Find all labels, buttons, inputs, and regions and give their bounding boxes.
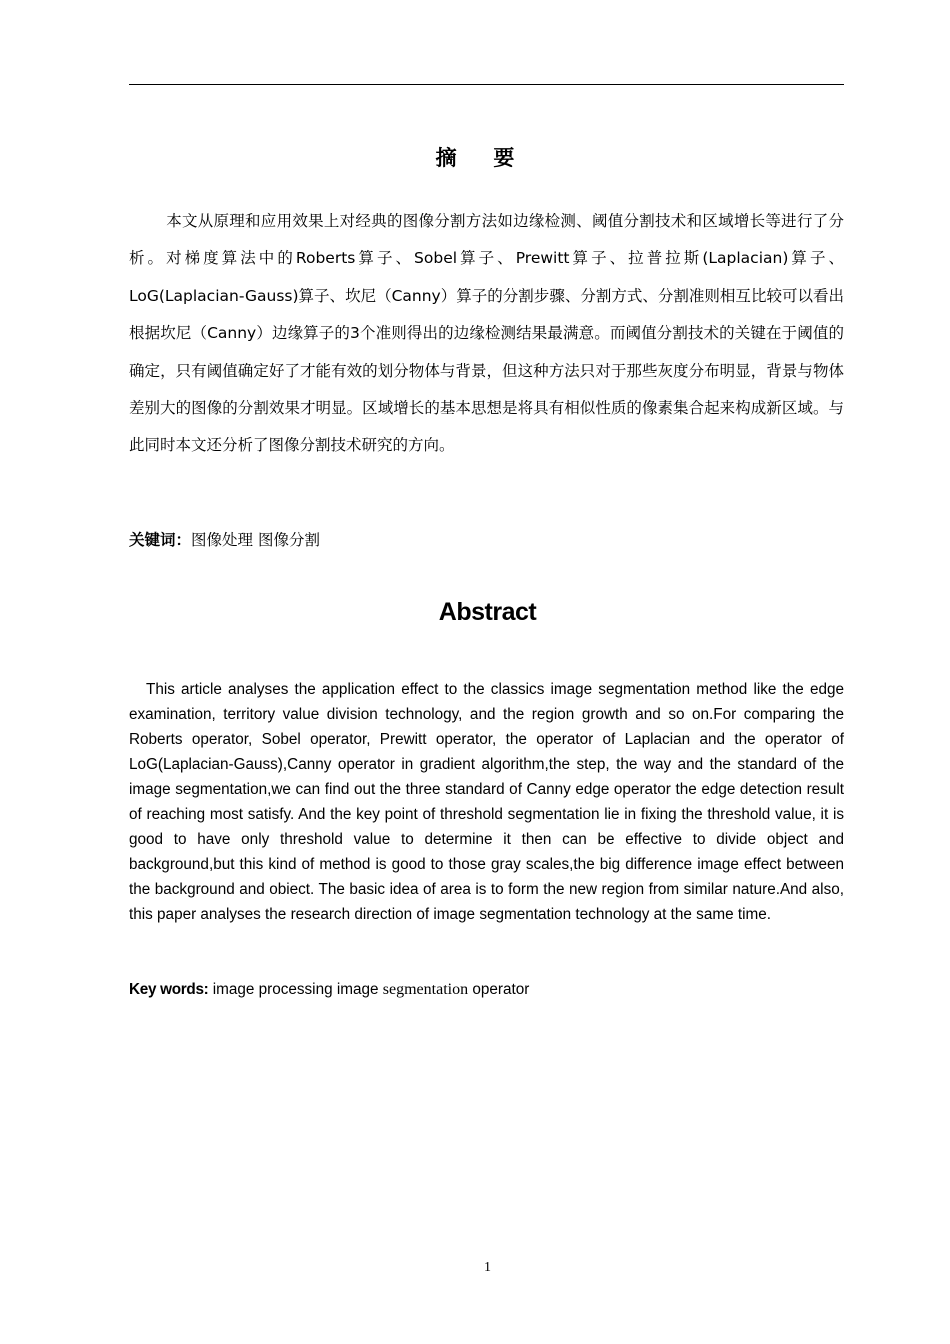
english-keywords-value-2: segmentation: [382, 981, 469, 998]
english-keywords: [129, 977, 844, 1002]
chinese-abstract-title: 摘 要: [435, 146, 530, 170]
english-keywords-value-1: image processing image: [208, 981, 383, 998]
english-abstract-body: This article analyses the application effect to the classics image segmentation method like the edge examination, territory value division technology, and the region growth and so on.For comparing the Roberts operator, Sobel operator, Prewitt operator, the operator of Laplacian and the operator of LoG(Laplacian-Gauss),Canny operator in gradient algorithm,the step, the way and the standard of the image segmentation,we can find out the three standard of Canny edge operator the edge detection result of reaching most satisfy. And the key point of threshold segmentation lie in fixing the threshold value, it is good to have only threshold value to determine it then can be effective to divide object and background,but this kind of method is good to those gray scales,the big difference image effect between the background and obiect. The basic idea of area is to form the new region from similar nature.And also, this paper analyses the research direction of image segmentation technology at the same time.: [129, 681, 844, 923]
chinese-abstract-body: 本文从原理和应用效果上对经典的图像分割方法如边缘检测、阈值分割技术和区域增长等进行了分析。对梯度算法中的Roberts算子、Sobel算子、Prewitt算子、拉普拉斯(Laplacian)算子、LoG(Laplacian-Gauss)算子、坎尼（Canny）算子的分割步骤、分割方式、分割准则相互比较可以看出根据坎尼（Canny）边缘算子的3个准则得出的边缘检测结果最满意。而阈值分割技术的关键在于阈值的确定，只有阈值确定好了才能有效的划分物体与背景，但这种方法只对于那些灰度分布明显，背景与物体差别大的图像的分割效果才明显。区域增长的基本思想是将具有相似性质的像素集合起来构成新区域。与此同时本文还分析了图像分割技术研究的方向。: [129, 212, 844, 455]
chinese-keywords-label: 关键词：: [129, 531, 192, 549]
chinese-keywords: [129, 527, 844, 553]
english-abstract-title: Abstract: [438, 598, 537, 626]
header-rule: [129, 84, 844, 85]
english-keywords-value-3: operator: [468, 981, 530, 998]
english-keywords-label: Key words:: [129, 981, 209, 998]
chinese-keywords-value: 图像处理 图像分割: [191, 531, 320, 549]
page-number: 1: [484, 1260, 491, 1275]
